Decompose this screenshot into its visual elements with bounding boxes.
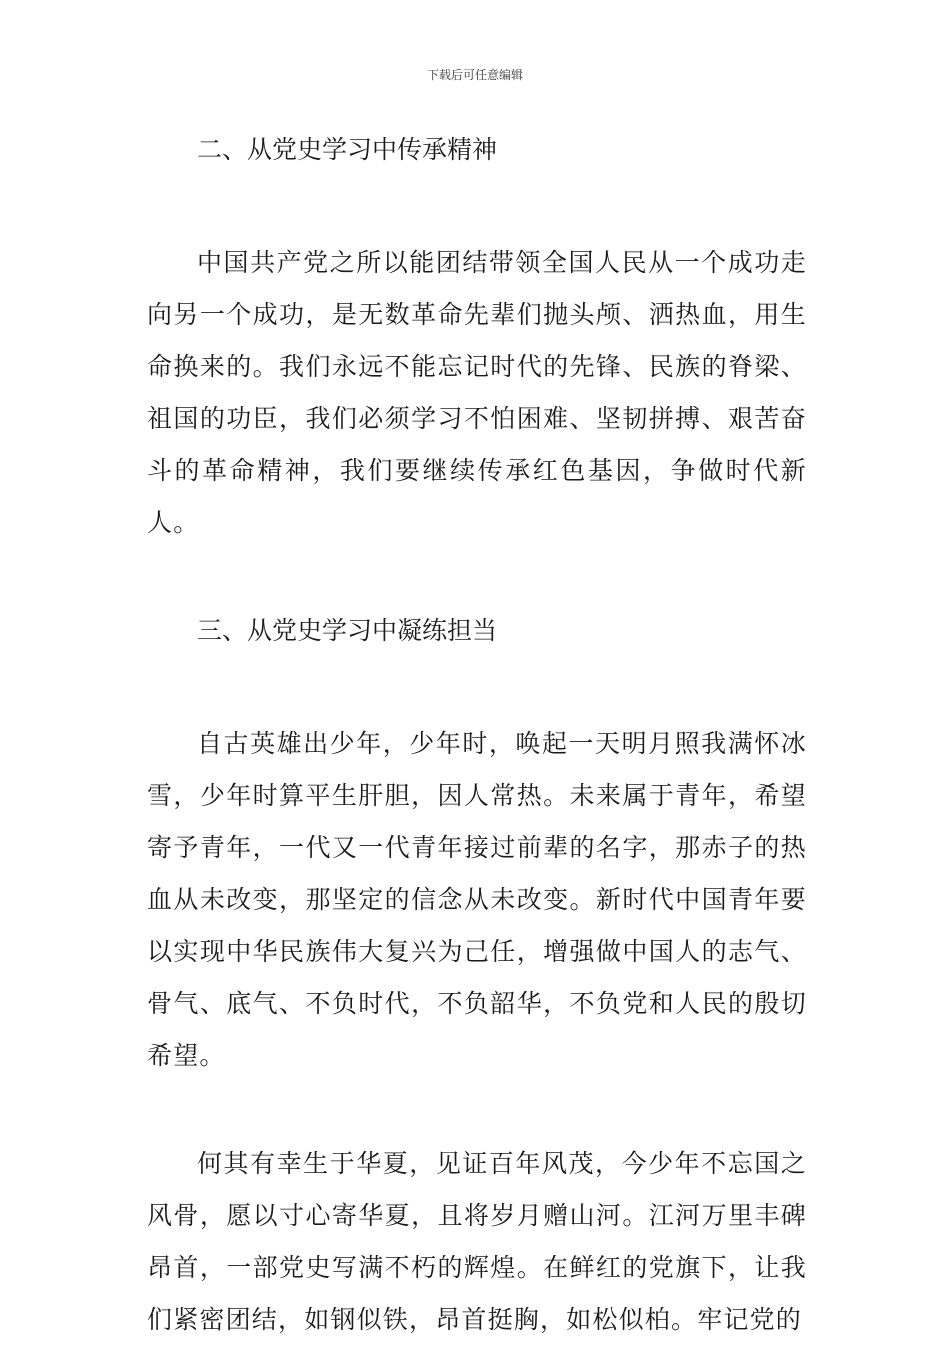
paragraph-section-3-a: 自古英雄出少年，少年时，唤起一天明月照我满怀冰雪，少年时算平生肝胆，因人常热。未来属于青年，希望寄予青年，一代又一代青年接过前辈的名字，那赤子的热血从未改变，那坚定的信念从未改变。新时代中国青年要以实现中华民族伟大复兴为己任，增强做中国人的志气、骨气、底气、不负时代，不负韶华，不负党和人民的殷切希望。 (147, 729, 807, 1070)
section-heading-2: 二、从党史学习中传承精神 (197, 135, 498, 164)
paragraph-section-3-b: 何其有幸生于华夏，见证百年风茂，今少年不忘国之风骨，愿以寸心寄华夏，且将岁月赠山河。江河万里丰碑昂首，一部党史写满不朽的辉煌。在鲜红的党旗下，让我们紧密团结，如钢似铁，昂首挺胸，如松似柏。牢记党的 (147, 1149, 807, 1334)
spacer (147, 1082, 807, 1138)
spacer (147, 176, 807, 237)
section-heading-3: 三、从党史学习中凝练担当 (197, 616, 498, 645)
header-note: 下载后可任意编辑 (426, 68, 523, 82)
document-body (147, 124, 807, 1346)
paragraph-section-2: 中国共产党之所以能团结带领全国人民从一个成功走向另一个成功，是无数革命先辈们抛头颅、洒热血，用生命换来的。我们永远不能忘记时代的先锋、民族的脊梁、祖国的功臣，我们必须学习不怕困难、坚韧拼搏、艰苦奋斗的革命精神，我们要继续传承红色基因，争做时代新人。 (147, 248, 807, 537)
spacer (147, 657, 807, 718)
spacer (147, 549, 807, 605)
